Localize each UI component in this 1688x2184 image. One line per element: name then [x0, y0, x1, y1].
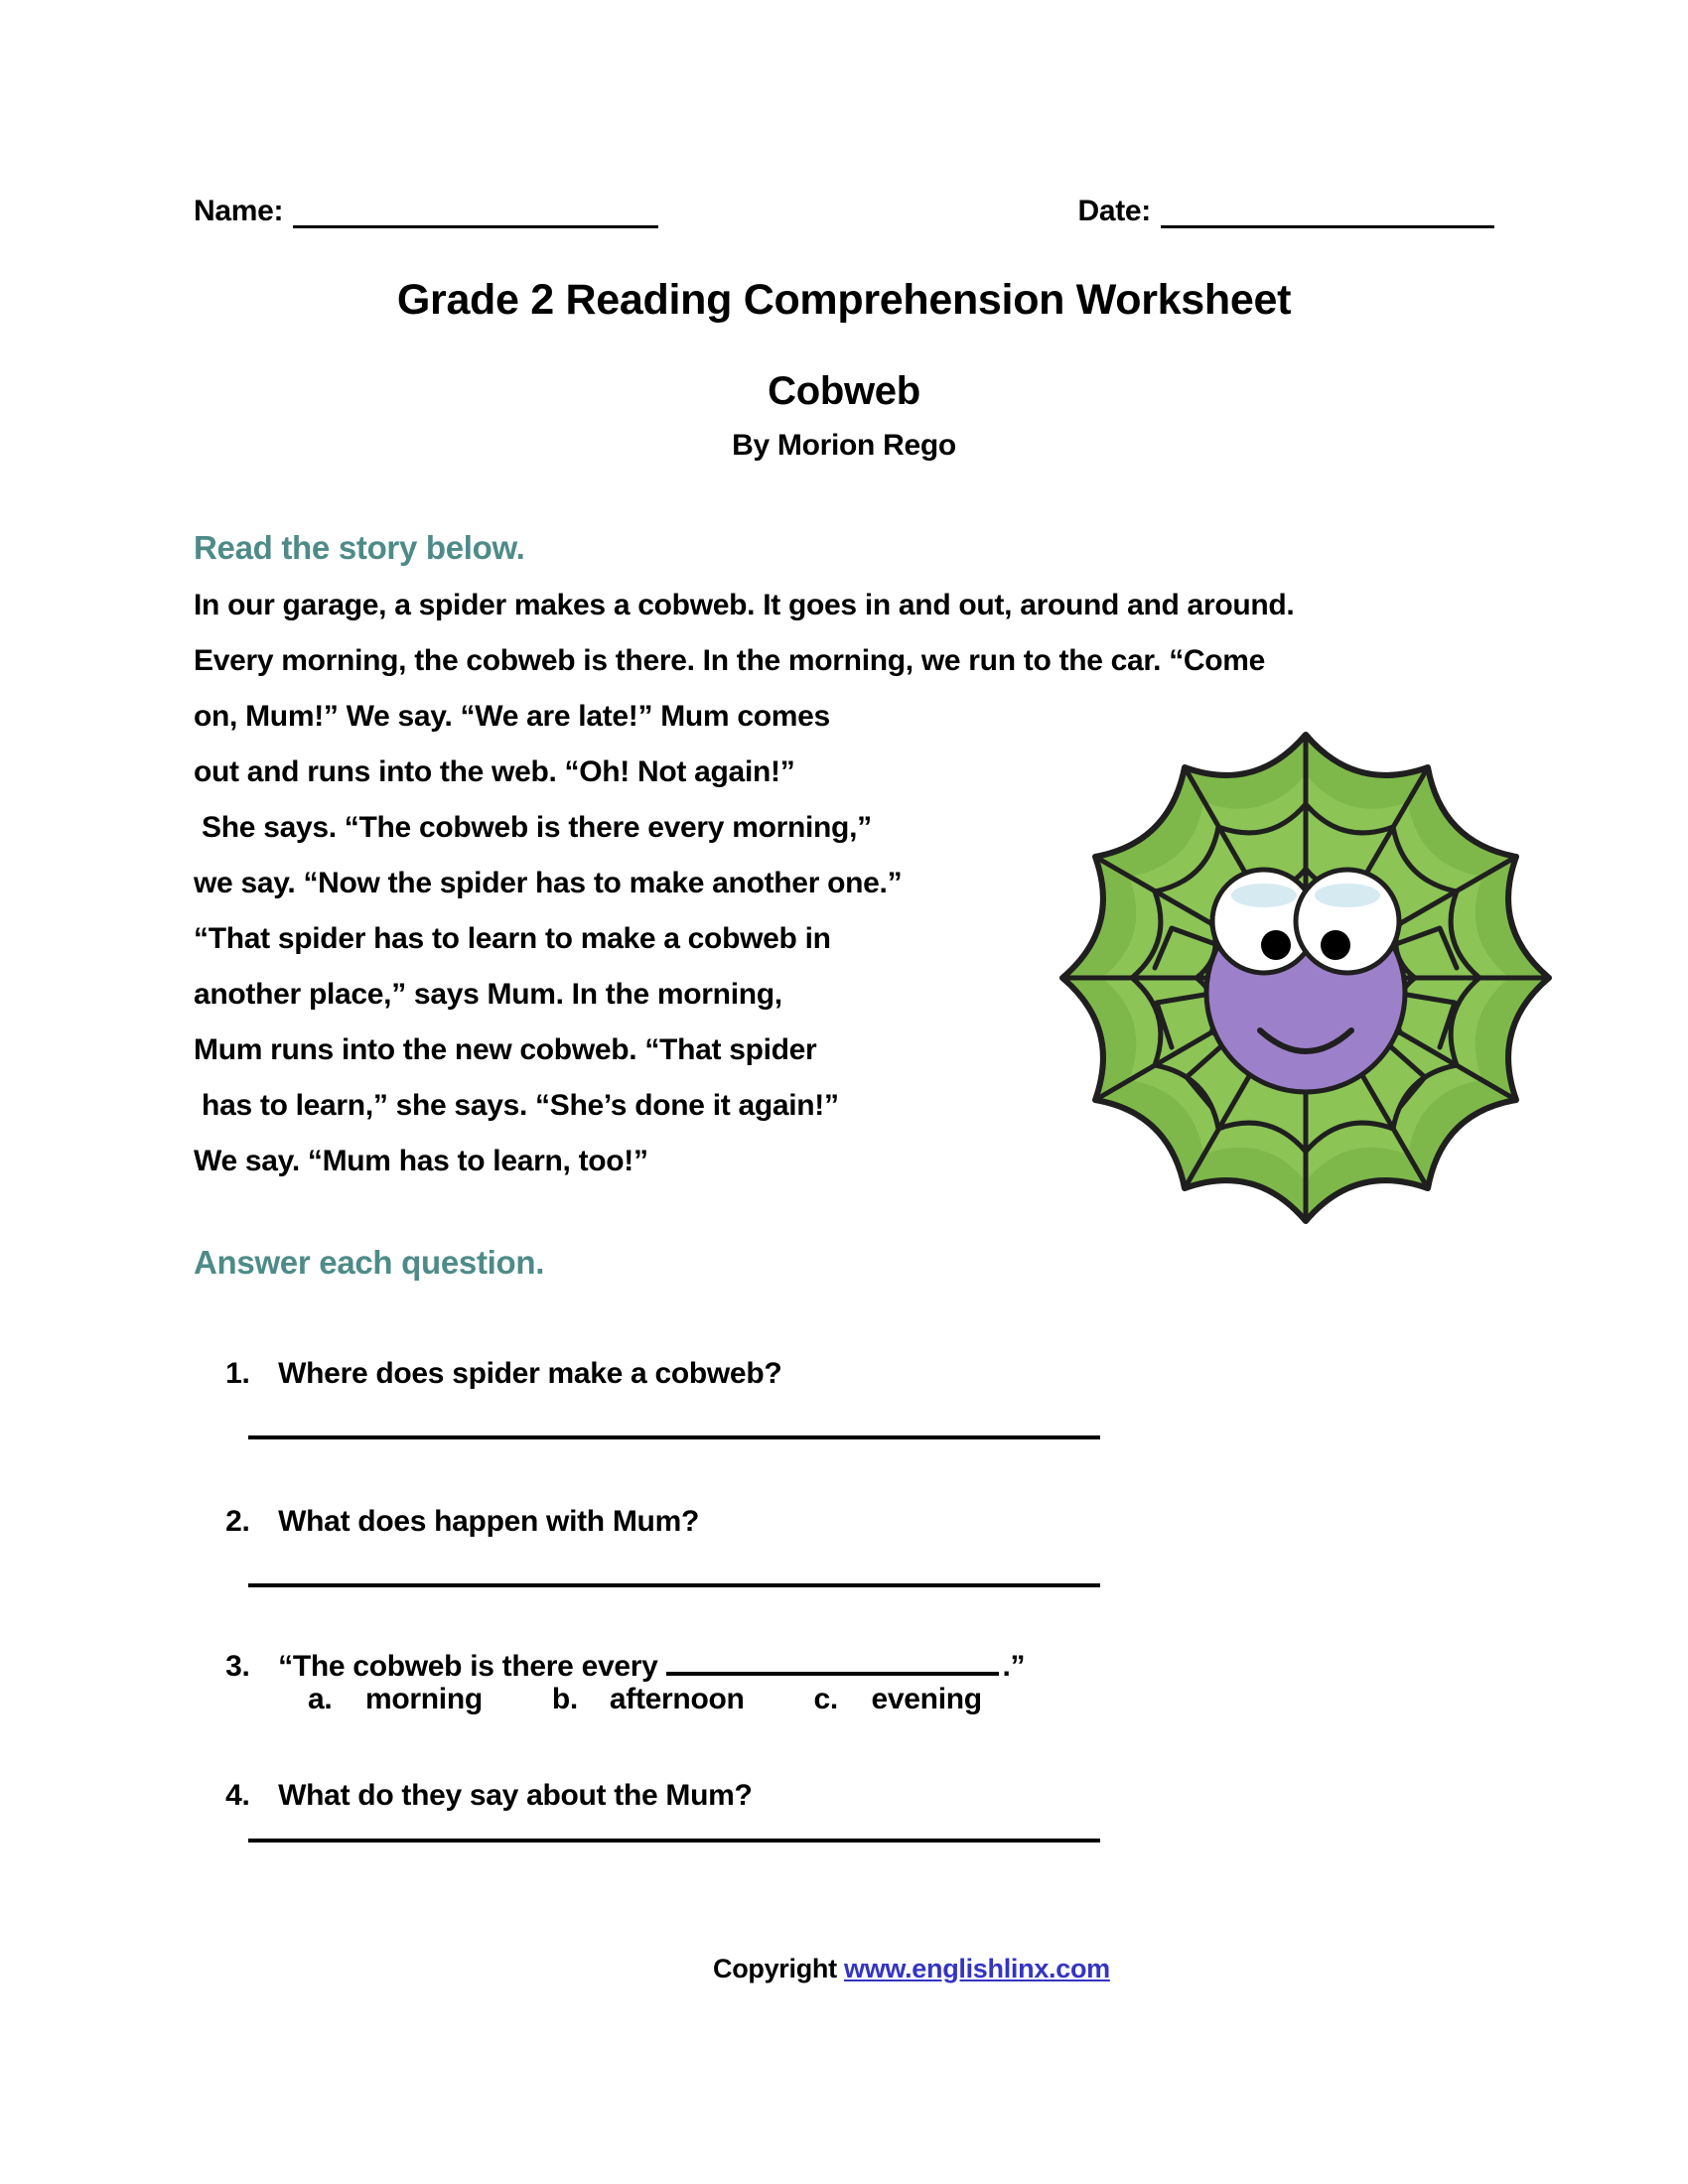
option-b[interactable] [552, 1683, 745, 1716]
name-blank-line[interactable] [293, 196, 658, 228]
copyright-label: Copyright [713, 1954, 844, 1983]
question-3-text-after-blank: .” [1002, 1650, 1026, 1683]
story-line: We say. “Mum has to learn, too!” [194, 1145, 648, 1177]
story-line: has to learn,” she says. “She’s done it again!” [194, 1089, 839, 1122]
option-a-letter: a. [308, 1683, 333, 1715]
story-line: another place,” says Mum. In the morning, [194, 978, 782, 1011]
option-b-letter: b. [551, 1683, 578, 1715]
author-byline: By Morion Rego [732, 429, 956, 462]
question-4-number: 4. [225, 1779, 250, 1812]
option-a[interactable] [308, 1683, 483, 1716]
story-line: Every morning, the cobweb is there. In the morning, we run to the car. “Come [194, 644, 1266, 677]
story-line: out and runs into the web. “Oh! Not again!” [194, 755, 795, 788]
option-c-label: evening [871, 1683, 982, 1715]
question-1-text: Where does spider make a cobweb? [278, 1357, 782, 1390]
story-line: on, Mum!” We say. “We are late!” Mum comes [194, 700, 830, 733]
spider-left-pupil [1261, 930, 1291, 960]
answer-blank-line-1[interactable] [248, 1435, 1100, 1439]
question-3-number: 3. [225, 1650, 250, 1683]
question-2-number: 2. [225, 1505, 250, 1538]
name-field [194, 195, 658, 228]
option-c-letter: c. [813, 1683, 838, 1715]
question-2-text: What does happen with Mum? [278, 1505, 699, 1538]
read-story-heading: Read the story below. [194, 529, 525, 566]
question-3-text-before-blank: “The cobweb is there every [278, 1650, 658, 1683]
answer-questions-heading: Answer each question. [194, 1244, 545, 1281]
story-line: Mum runs into the new cobweb. “That spider [194, 1033, 817, 1066]
date-label: Date: [1077, 195, 1151, 227]
option-b-label: afternoon [609, 1683, 745, 1715]
story-line: “That spider has to learn to make a cobweb in [194, 922, 831, 955]
question-4 [194, 1745, 753, 1846]
question-3-options [308, 1683, 1052, 1716]
story-line: we say. “Now the spider has to make another one.” [194, 867, 903, 899]
question-3-inline-blank[interactable] [666, 1642, 999, 1676]
option-c[interactable] [814, 1683, 982, 1716]
name-date-row [194, 195, 1494, 228]
spider-right-pupil [1321, 930, 1350, 960]
copyright-footer [713, 1954, 1110, 1984]
story-line: She says. “The cobweb is there every morning,” [194, 811, 872, 844]
spider-web-illustration [1038, 695, 1574, 1231]
englishlinx-link[interactable]: www.englishlinx.com [844, 1954, 1110, 1983]
option-a-label: morning [365, 1683, 483, 1715]
name-label: Name: [194, 195, 284, 227]
date-field [1077, 195, 1494, 228]
worksheet-title: Grade 2 Reading Comprehension Worksheet [396, 276, 1292, 324]
question-1-number: 1. [225, 1357, 250, 1390]
question-2 [194, 1471, 699, 1572]
story-title: Cobweb [768, 369, 920, 413]
answer-blank-line-3[interactable] [248, 1839, 1100, 1843]
question-1 [194, 1323, 781, 1425]
date-blank-line[interactable] [1161, 196, 1494, 228]
question-4-text: What do they say about the Mum? [278, 1779, 753, 1812]
answer-blank-line-2[interactable] [248, 1583, 1100, 1587]
story-line: In our garage, a spider makes a cobweb. It goes in and out, around and around. [194, 589, 1295, 621]
